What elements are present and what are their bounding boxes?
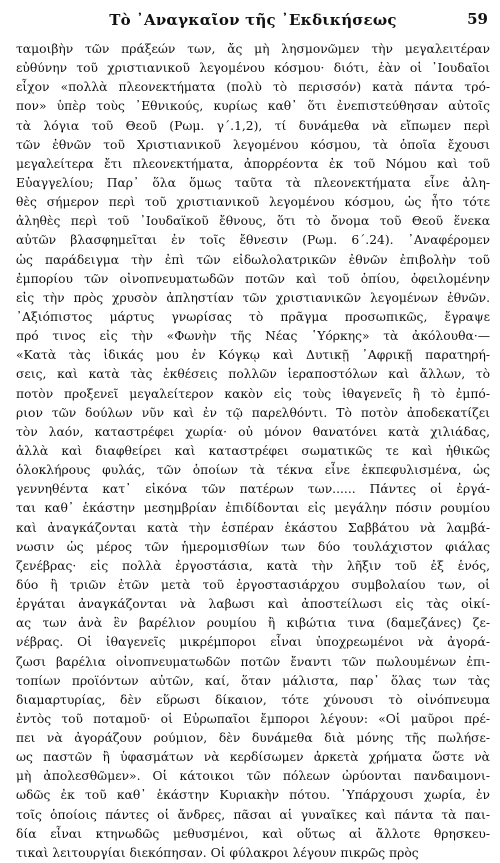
text-line: ὡς παράδειγμα τὴν ἐπὶ τῶν εἰδωλολατρικῶν ἐθνῶν ἐπιβολὴν τοῦ	[16, 252, 490, 267]
text-line: Εὐαγγελίου; Παρ᾿ ὅλα ὅμως ταῦτα τὰ πλεονεκτήματα εἶνε ἀλη-	[16, 175, 490, 190]
text-line: σεις, καὶ κατὰ τὰς ἐκθέσεις πολλῶν ἱεραποστόλων καὶ ἄλλων, τὸ	[16, 367, 490, 382]
text-line: εὐθύνην τοῦ χριστιανικοῦ λεγομένου κόσμου· διότι, ἐὰν οἱ ᾿Ιουδαῖοι	[16, 61, 490, 76]
text-line: πον» ὑπὲρ τοὺς ᾿Εθνικούς, κυρίως καθ᾿ ὅτι ἐνεπιστεύθησαν αὐτοῖς	[16, 99, 490, 114]
running-title: Τὸ ᾿Αναγκαῖον τῆς ᾿Εκδικήσεως	[109, 11, 397, 29]
text-line: «Κατὰ τὰς ἰδικάς μου ἐν Κόγκῳ καὶ Δυτικῇ ᾿Αφρικῇ παρατηρή-	[16, 348, 490, 363]
text-line: δία εἶναι κτηνωδῶς μεθυσμένοι, καὶ οὕτως αἱ ἄλλοτε θρησκευ-	[16, 826, 490, 841]
body-text	[16, 40, 490, 863]
running-header	[16, 8, 490, 34]
text-line: τοπίων προϊόντων αὐτῶν, καί, ὅταν μάλιστα, παρ᾿ ὅλας των τὰς	[16, 673, 490, 688]
text-line: ζωσι βαρέλια οἰνοπνευματωδῶν ποτῶν ἔναντι τῶν πωλουμένων ἐπι-	[16, 654, 490, 669]
scanned-book-page	[16, 8, 490, 860]
text-line: τῶν ἐθνῶν τοῦ Χριστιανικοῦ λεγομένου κόσμου, τὰ ὁποῖα ἔχουσι	[16, 137, 490, 152]
text-line: ᾿Αξιόπιστος μάρτυς γνωρίσας τὸ πρᾶγμα προσωπικῶς, ἔγραψε	[16, 309, 490, 324]
text-line: ἀλλὰ καὶ διαφθείρει καὶ καταστρέφει σωματικῶς τε καὶ ἠθικῶς	[16, 443, 490, 458]
text-line: ωδῶς ἐκ τοῦ καθ᾿ ἑκάστην Κυριακὴν πότου. ῾Υπάρχουσι χωρία, ἐν	[16, 788, 490, 803]
text-line: τοῖς ὁποίοις πάντες οἱ ἄνδρες, πᾶσαι αἱ γυναῖκες καὶ πάντα τὰ παι-	[16, 807, 490, 822]
text-line: διαμαρτυρίας, δὲν εὕρωσι δίκαιον, τότε χύνουσι τὸ οἰνόπνευμα	[16, 692, 490, 707]
text-line: νέβρας. Οἱ ἰθαγενεῖς μικρέμποροι εἶναι ὑποχρεωμένοι νὰ ἀγορά-	[16, 635, 490, 650]
text-line: ως παστῶν ἢ ὑφασμάτων νὰ κερδίσωμεν ἀρκετὰ χρήματα ὥστε νὰ	[16, 750, 490, 765]
text-line: ἐντὸς τοῦ ποταμοῦ· οἱ Εὐρωπαῖοι ἔμποροι λέγουν: «Οἱ μαῦροι πρέ-	[16, 711, 490, 726]
text-line: ὁλοκλήρους φυλάς, τῶν ὁποίων τὰ τέκνα εἶνε ἐκπεφυλισμένα, ὡς	[16, 463, 490, 478]
text-line: γεννηθέντα κατ᾿ εἰκόνα τῶν πατέρων των...... Πάντες οἱ ἐργά-	[16, 482, 490, 497]
text-line: καὶ ἀναγκάζονται κατὰ τὴν ἑσπέραν ἑκάστου Σαββάτου νὰ λαμβά-	[16, 520, 490, 535]
text-line: μὴ ἀπολεσθῶμεν». Οἱ κάτοικοι τῶν πόλεων ὠρύονται πανδαιμονι-	[16, 769, 490, 784]
text-line: ζενέβρας· εἰς πολλὰ ἐργοστάσια, κατὰ τὴν λῆξιν τοῦ ἐξ ἑνός,	[16, 558, 490, 573]
text-line: εἶχον «πολλὰ πλεονεκτήματα (πολὺ τὸ περισσόν) κατὰ πάντα τρό-	[16, 80, 490, 95]
text-line: πρό τινος εἰς τὴν «Φωνὴν τῆς Νέας ῾Υόρκης» τὰ ἀκόλουθα·—	[16, 329, 490, 344]
text-line: τὰ λόγια τοῦ Θεοῦ (Ρωμ. γ΄.1,2), τί δυνάμεθα νὰ εἴπωμεν περὶ	[16, 118, 490, 133]
text-line: ται καθ᾿ ἑκάστην μεσημβρίαν ἐπιδίδονται εἰς μεγάλην πόσιν ρουμίου	[16, 501, 490, 516]
text-line: ἐργάται ἀναγκάζονται νὰ λαβωσι καὶ ἀποστείλωσι εἰς τὰς οἰκί-	[16, 597, 490, 612]
text-line: ταμοιβὴν τῶν πράξεών των, ἄς μὴ λησμονῶμεν τὴν μεγαλειτέραν	[16, 42, 490, 56]
text-line: ριον τῶν δούλων νῦν καὶ ἐν τῷ παρελθόντι. Τὸ ποτὸν ἀποδεκατίζει	[16, 405, 490, 420]
text-line: πει νὰ ἀγοράζουν ρούμιον, δὲν δυνάμεθα διὰ μόνης τῆς πωλήσε-	[16, 731, 490, 746]
text-line: ἀληθὲς περὶ τοῦ ᾿Ιουδαϊκοῦ ἔθνους, ὅτι τὸ ὄνομα τοῦ Θεοῦ ἕνεκα	[16, 214, 490, 229]
text-line: ας των ἀνὰ ἓν βαρέλιον ρουμίου ἢ κιβώτια τινα (δαμεζάνες) ζε-	[16, 616, 490, 631]
page-number: 59	[467, 10, 488, 28]
text-line: τικαὶ λειτουργίαι διεκόπησαν. Οἱ φύλακροι λέγουν πικρῶς πρὸς	[16, 845, 419, 860]
text-line: αὐτῶν βλασφημεῖται ἐν τοῖς ἔθνεσιν (Ρωμ. 6΄.24). ᾿Αναφέρομεν	[16, 233, 490, 248]
text-line: θὲς σήμερον περὶ τοῦ χριστιανικοῦ λεγομένου κόσμου, ὡς ἦτο τότε	[16, 195, 490, 210]
text-line: δύο ἢ τριῶν ἐτῶν μετὰ τοῦ ἐργοστασιάρχου συμβολαίου των, οἱ	[16, 577, 490, 592]
text-line: τὸν λαόν, καταστρέφει χωρία· οὐ μόνον θανατόνει κατὰ χιλιάδας,	[16, 424, 490, 439]
text-line: ἐμπορίου τῶν οἰνοπνευματωδῶν ποτῶν καὶ τοῦ ὀπίου, ὀφειλομένην	[16, 271, 490, 286]
text-line: ποτὸν προξενεῖ μεγαλείτερον κακὸν εἰς τοὺς ἰθαγενεῖς ἢ τὸ ἐμπό-	[16, 386, 490, 401]
text-line: εἰς τὴν πρὸς χρυσὸν ἀπληστίαν τῶν χριστιανικῶν λεγομένων ἐθνῶν.	[16, 290, 490, 305]
text-line: νωσιν ὡς μέρος τῶν ἡμερομισθίων των δύο τουλάχιστον φιάλας	[16, 539, 490, 554]
text-line: μεγαλείτερα ἔτι πλεονεκτήματα, ἀπορρέοντα ἐκ τοῦ Νόμου καὶ τοῦ	[16, 156, 490, 171]
